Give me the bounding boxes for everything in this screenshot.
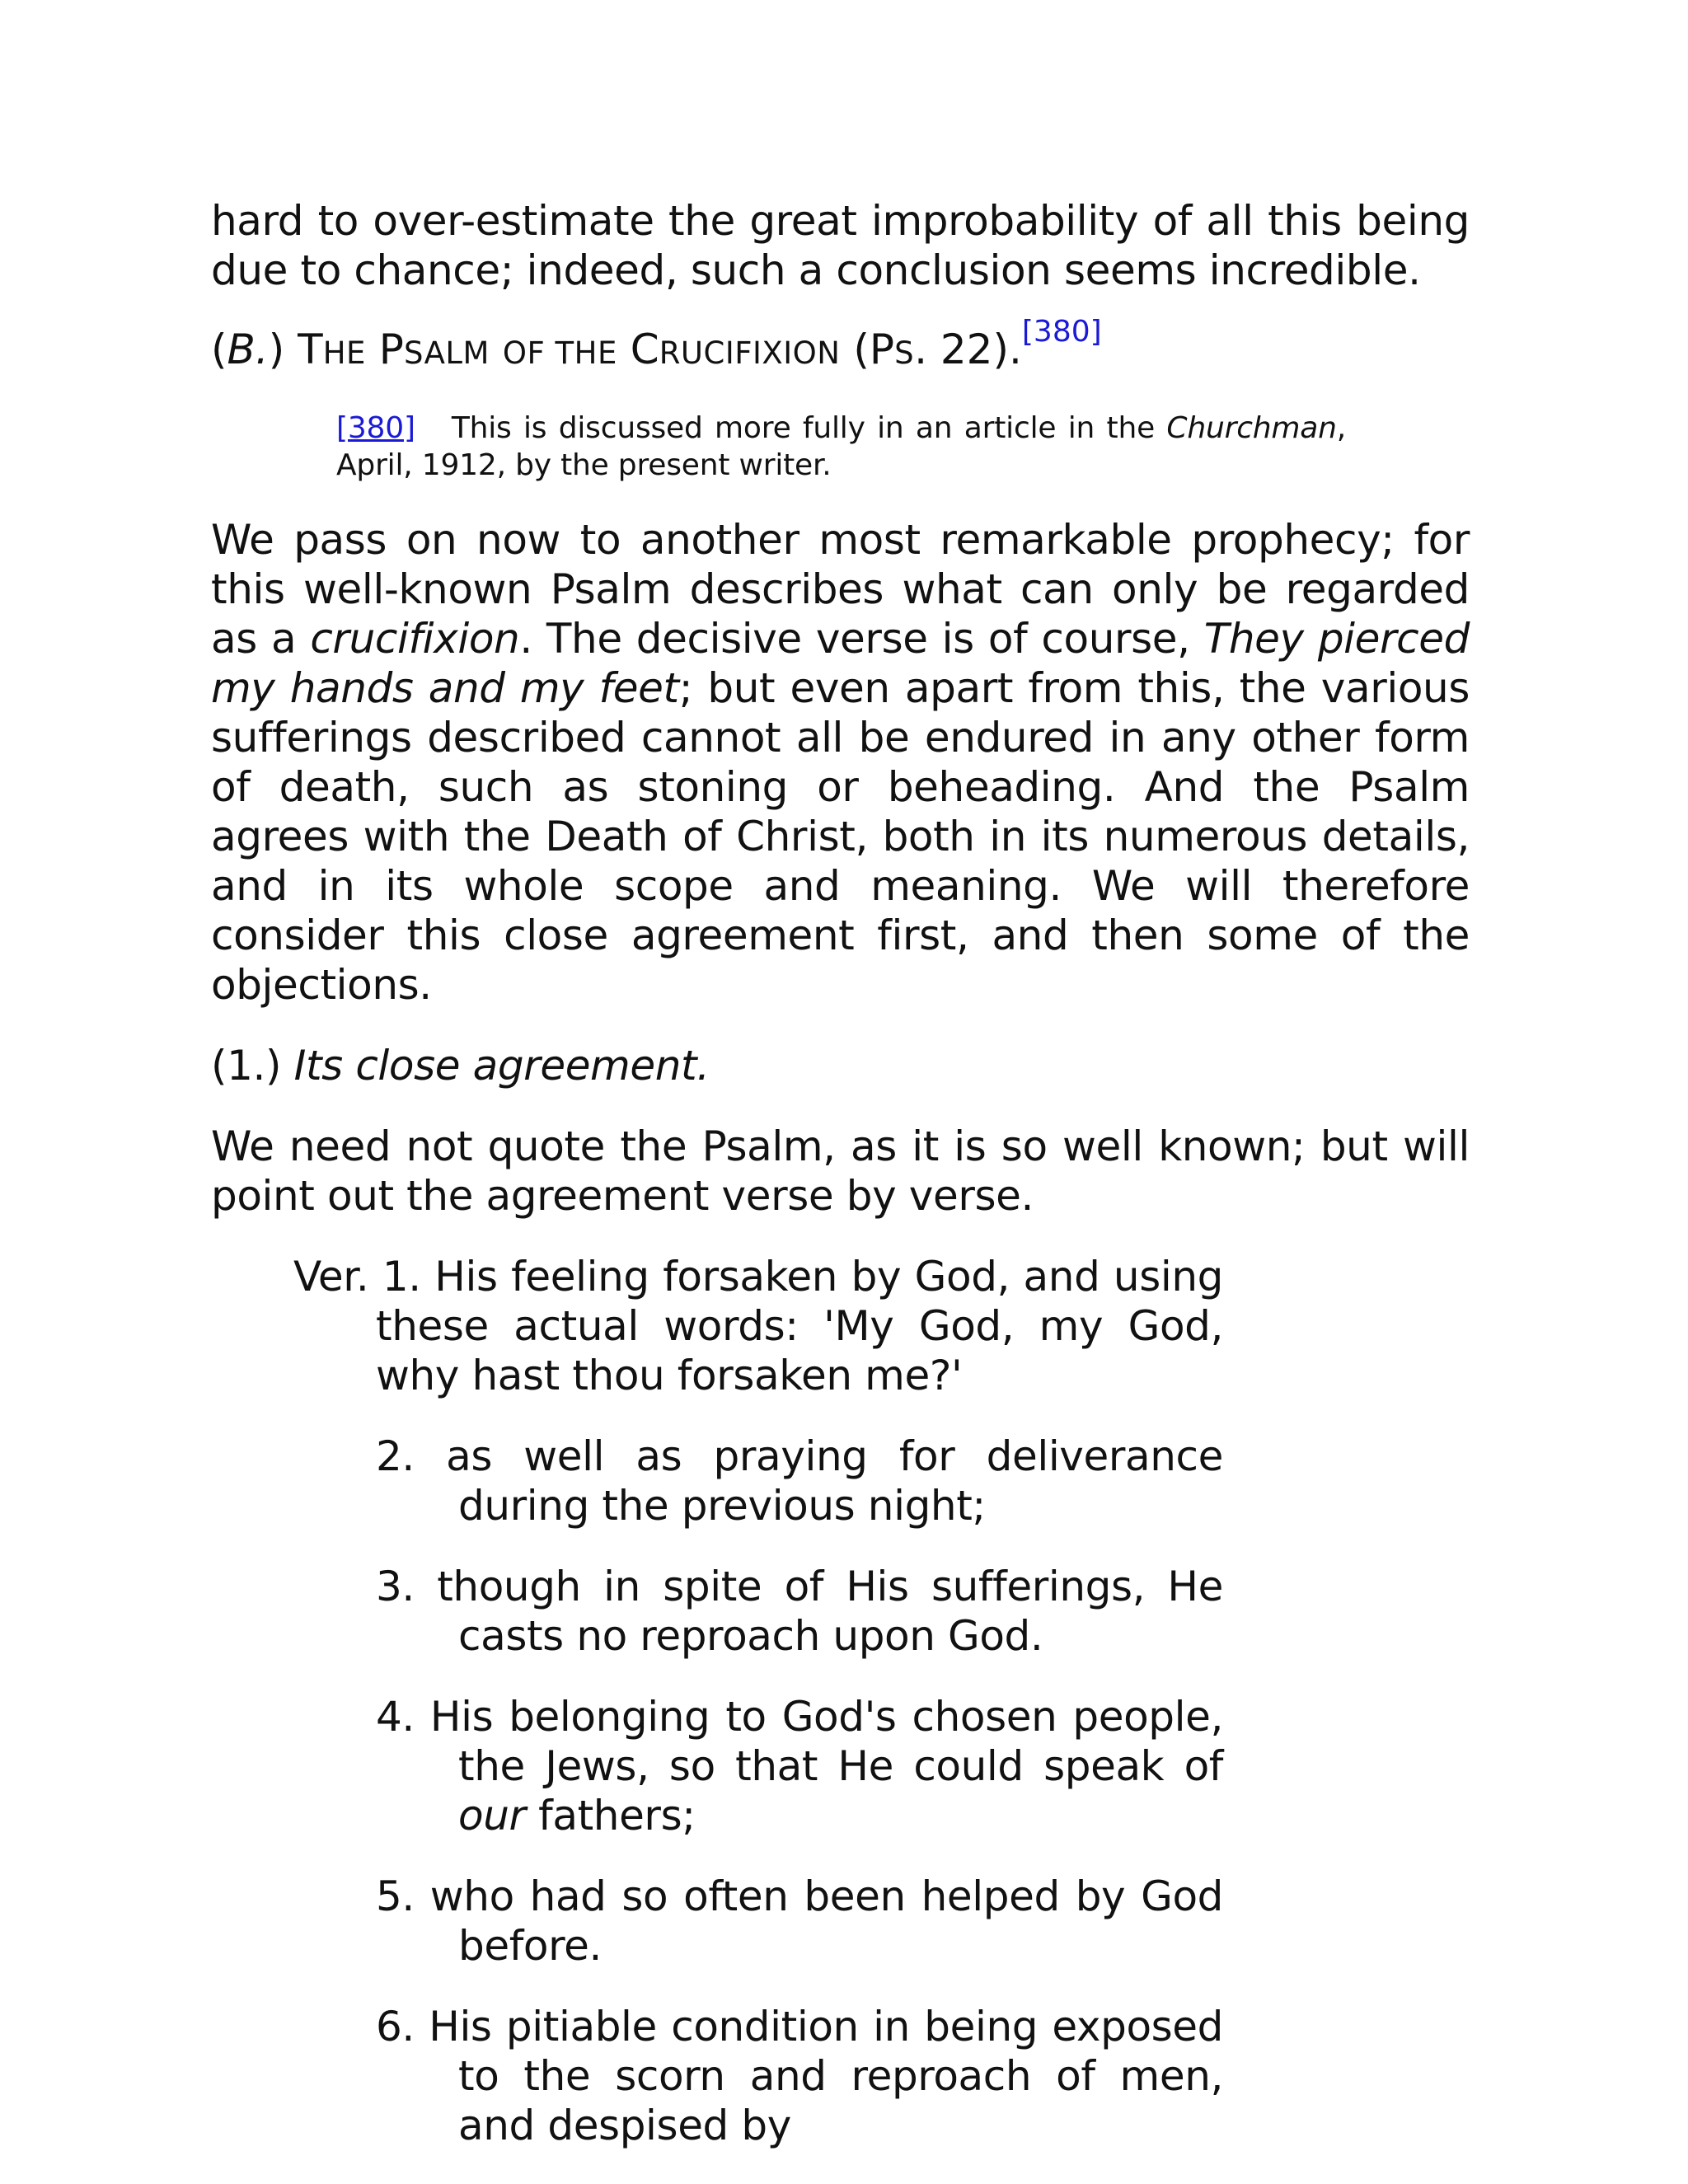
main-paragraph: We pass on now to another most remarkable prophecy; for this well-known Psalm describes what can only be regarded as a crucifixion. The decisive verse is of course, They pierced my hands and my feet; but even apart from this, the various sufferings described cannot all be endured in any other form of death, such as stoning or beheading. And the Psalm agrees with the Death of Christ, both in its numerous details, and in its whole scope and meaning. We will therefore consider this close agreement first, and then some of the objections. (211, 516, 1470, 1009)
verse-item-3: 3. though in spite of His sufferings, He casts no reproach upon God. (376, 1563, 1223, 1660)
heading-words-of-the: OF THE (502, 335, 617, 371)
footnote-ref-link[interactable]: [380] (1021, 315, 1102, 349)
document-page (211, 196, 1470, 2150)
subheading-title: Its close agreement. (293, 1042, 710, 1090)
verse-item-4: 4. His belonging to God's chosen people, the Jews, so that He could speak of our fathers; (376, 1693, 1223, 1840)
continuation-text: hard to over-estimate the great improbability of all this being due to chance; indeed, such a conclusion seems incredible. (211, 197, 1470, 294)
italic-crucifixion: crucifixion (310, 615, 520, 663)
footnote-italic: Churchman (1166, 411, 1337, 445)
footnote-text-end: , April, 1912, by the present writer. (336, 411, 1346, 482)
footnote-backlink[interactable]: [380] (336, 411, 415, 445)
heading-open-paren: ( (211, 326, 227, 373)
footnote-text: This is discussed more fully in an article in the (451, 411, 1167, 445)
verse-item-5: 5. who had so often been helped by God before. (376, 1872, 1223, 1970)
subheading-number: (1.) (211, 1042, 282, 1090)
heading-word-the: THE (298, 326, 366, 373)
verse-item-6: 6. His pitiable condition in being exposed to the scorn and reproach of men, and despised by (376, 2003, 1223, 2149)
continuation-paragraph (211, 196, 1470, 295)
heading-reference: (PS. 22). (853, 326, 1022, 373)
section-heading (211, 315, 1470, 378)
subheading (211, 1041, 1470, 1090)
verse-item-1: Ver. 1. His feeling forsaken by God, and using these actual words: 'My God, my God, why hast thou forsaken me?' (293, 1253, 1223, 1399)
italic-verse-quote: They pierced my hands and my feet (211, 615, 1470, 712)
heading-word-psalm: PSALM (378, 326, 490, 373)
intro-paragraph: We need not quote the Psalm, as it is so well known; but will point out the agreement verse by verse. (211, 1122, 1470, 1220)
footnote (336, 410, 1346, 484)
verse-list (293, 1252, 1223, 2150)
italic-our: our (458, 1792, 526, 1840)
heading-letter: B. (227, 326, 269, 373)
heading-word-crucifixion: CRUCIFIXION (630, 326, 841, 373)
heading-close-paren: ) (268, 326, 285, 373)
verse-item-2: 2. as well as praying for deliverance during the previous night; (376, 1432, 1223, 1530)
